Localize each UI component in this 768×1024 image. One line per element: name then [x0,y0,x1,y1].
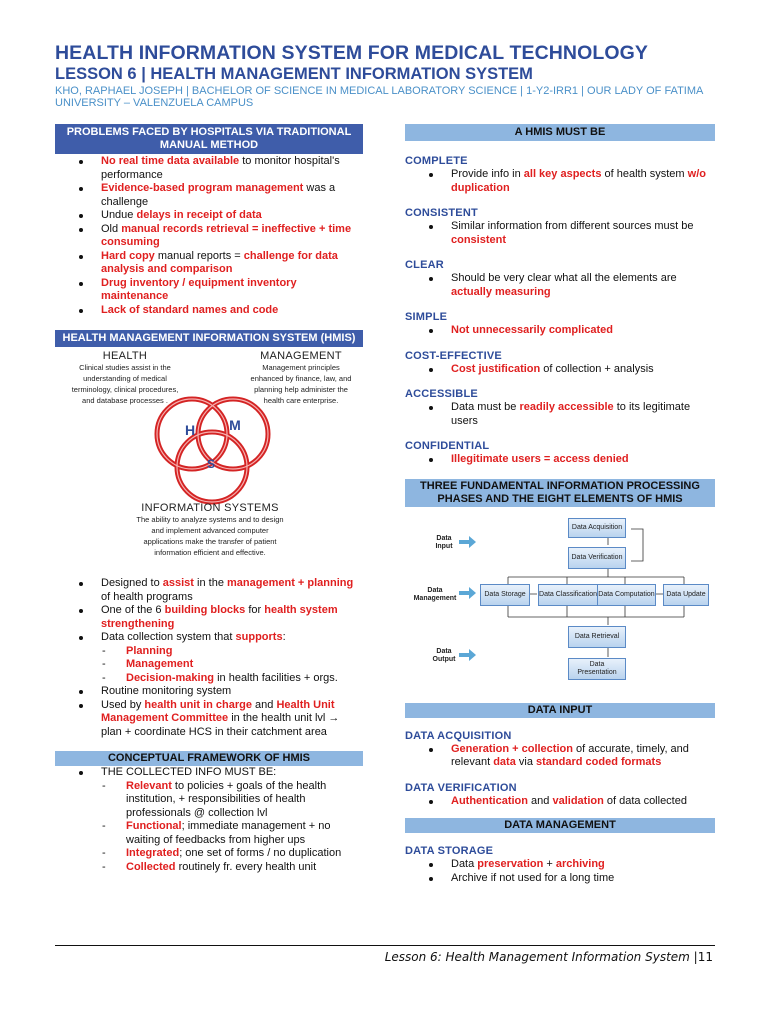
box-data-update: Data Update [663,584,709,606]
confidential-list [405,453,715,467]
author-line: KHO, RAPHAEL JOSEPH | BACHELOR OF SCIENCE IN MEDICAL LABORATORY SCIENCE | 1-Y2-IRR1 | OUR LADY OF FATIMA UNIVERSITY – VALENZUELA CAMPUS [55,85,703,109]
list-item: Undue delays in receipt of data [101,209,363,223]
footer-text: Lesson 6: Health Management Information System [384,950,690,964]
data-storage-subheading: DATA STORAGE [405,845,494,857]
list-item: Used by health unit in charge and Health Unit Management Committee in the health unit lvl → plan + coordinate HCS in their catchment area [101,699,363,740]
page-number: |11 [689,950,713,964]
data-acquisition-subheading: DATA ACQUISITION [405,729,512,742]
problems-heading: PROBLEMS FACED BY HOSPITALS VIA TRADITIONAL MANUAL METHOD [55,124,363,154]
list-item: Generation + collection of accurate, timely, and relevant data via standard coded formats [451,743,715,770]
data-verification-subheading: DATA VERIFICATION [405,781,517,794]
list-item: - Relevant to policies + goals of the health institution, + responsibilities of health professionals @ collection lvl [126,780,363,821]
list-item: One of the 6 building blocks for health system strengthening [101,604,363,631]
data-input-heading: DATA INPUT [405,703,715,718]
list-item: - Management [126,658,363,672]
list-item: Not unnecessarily complicated [451,324,715,338]
complete-subheading: COMPLETE [405,155,468,167]
framework-list [55,766,363,874]
list-item: Designed to assist in the management + planning of health programs [101,577,363,604]
clear-subheading: CLEAR [405,259,444,271]
box-data-presentation: Data Presentation [568,658,626,680]
phases-heading: THREE FUNDAMENTAL INFORMATION PROCESSING PHASES AND THE EIGHT ELEMENTS OF HMIS [405,479,715,507]
label-data-input: Data Input [435,534,453,550]
page-footer [385,950,713,964]
list-item: Archive if not used for a long time [451,872,715,886]
consistent-list [405,220,715,247]
list-item: - Collected routinely fr. every health unit [126,861,363,875]
hmis-heading: HEALTH MANAGEMENT INFORMATION SYSTEM (HMIS) [55,330,363,347]
input-arrow-icon [459,536,476,548]
data-acquisition-list [405,743,715,770]
box-data-verification: Data Verification [568,547,626,569]
box-data-retrieval: Data Retrieval [568,626,626,648]
box-data-classification: Data Classification [538,584,598,606]
list-item: Cost justification of collection + analysis [451,363,715,377]
management-arrow-icon [459,587,476,599]
list-item: - Decision-making in health facilities + orgs. [126,672,363,686]
list-item: Data must be readily accessible to its legitimate users [451,401,715,428]
list-item: THE COLLECTED INFO MUST BE: - Relevant to policies + goals of the health institution, + responsibilities of health professionals @ collection lvl - Functional; immediate management + no waiting of feedbacks from higher ups - Integrated; one set of forms / no duplication - Collected routinely fr. every health unit [101,766,363,874]
framework-sublist [101,780,363,875]
list-item: Data collection system that supports: - Planning - Management - Decision-making in health facilities + orgs. [101,631,363,685]
label-data-management: Data Management [413,586,457,602]
hmis-phases-diagram [405,515,715,695]
list-item: Evidence-based program management was a challenge [101,182,363,209]
data-storage-list [405,858,715,885]
data-verification-list [405,795,715,809]
footer-rule [55,945,715,946]
box-data-storage: Data Storage [480,584,530,606]
simple-subheading: SIMPLE [405,311,448,323]
box-data-computation: Data Computation [597,584,656,606]
label-data-output: Data Output [432,647,456,663]
list-item: Hard copy manual reports = challenge for data analysis and comparison [101,250,363,277]
list-item: No real time data available to monitor hospital's performance [101,155,363,182]
accessible-list [405,401,715,428]
supports-sublist [101,645,363,686]
clear-list [405,272,715,299]
list-item: Provide info in all key aspects of health system w/o duplication [451,168,715,195]
venn-s-letter: S [206,457,216,471]
list-item: Lack of standard names and code [101,304,363,318]
right-column [405,124,715,885]
simple-list [405,324,715,338]
list-item: - Integrated; one set of forms / no duplication [126,847,363,861]
venn-management-label: MANAGEMENT Management principles enhanced by finance, law, and planning help administer the health care enterprise. [250,350,352,405]
left-column [55,124,363,874]
list-item: Should be very clear what all the elements are actually measuring [451,272,715,299]
list-item: Data preservation + archiving [451,858,715,872]
list-item: - Planning [126,645,363,659]
document-header [55,42,735,109]
list-item: Routine monitoring system [101,685,363,699]
accessible-subheading: ACCESSIBLE [405,388,478,400]
confidential-subheading: CONFIDENTIAL [405,440,490,452]
list-item: Illegitimate users = access denied [451,453,715,467]
data-management-heading: DATA MANAGEMENT [405,818,715,833]
hmis-venn-diagram [55,351,363,573]
document-title: HEALTH INFORMATION SYSTEM FOR MEDICAL TECHNOLOGY [55,42,649,64]
box-data-acquisition: Data Acquisition [568,518,626,538]
cost-effective-list [405,363,715,377]
problems-list [55,155,363,317]
list-item: Authentication and validation of data collected [451,795,715,809]
venn-h-letter: H [184,422,196,438]
venn-m-letter: M [229,417,241,433]
list-item: Old manual records retrieval = ineffective + time consuming [101,223,363,250]
venn-information-systems-label: INFORMATION SYSTEMS The ability to analyze systems and to design and implement advanced computer applications make the transfer of patient information efficient and effective. [136,502,284,557]
output-arrow-icon [459,649,476,661]
consistent-subheading: CONSISTENT [405,207,478,219]
must-heading: A HMIS MUST BE [405,124,715,141]
cost-effective-subheading: COST-EFFECTIVE [405,349,502,362]
complete-list [405,168,715,195]
list-item: Drug inventory / equipment inventory maintenance [101,277,363,304]
venn-health-label: HEALTH Clinical studies assist in the understanding of medical terminology, clinical procedures, and database processes . [71,350,179,405]
list-item: - Functional; immediate management + no waiting of feedbacks from higher ups [126,820,363,847]
hmis-list [55,577,363,739]
framework-heading: CONCEPTUAL FRAMEWORK OF HMIS [55,751,363,766]
list-item: Similar information from different sources must be consistent [451,220,715,247]
lesson-title: LESSON 6 | HEALTH MANAGEMENT INFORMATION SYSTEM [55,65,533,83]
